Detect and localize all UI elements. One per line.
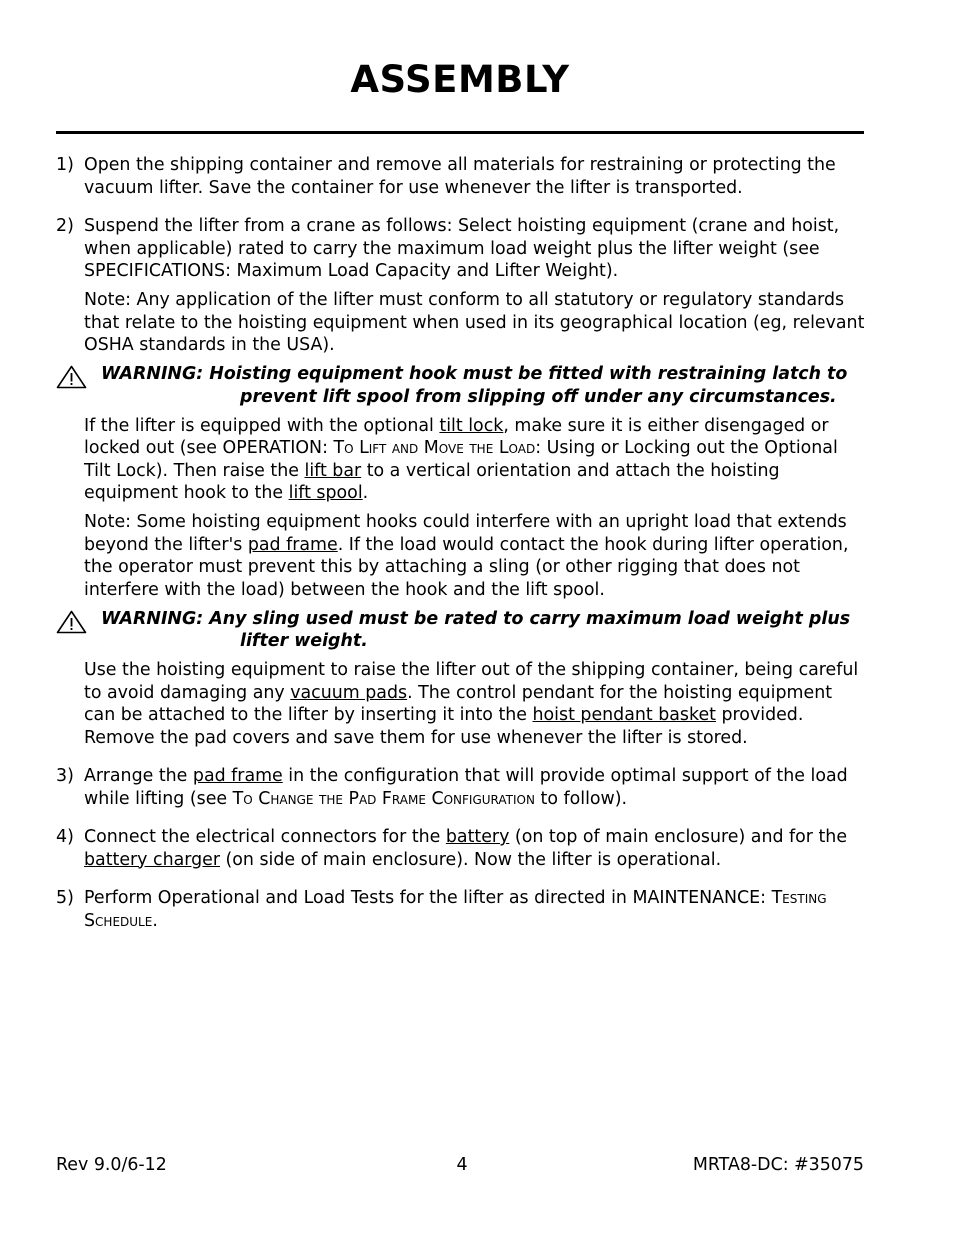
- step-2-raise-lifter-text: Use the hoisting equipment to raise the lifter out of the shipping container, being careful to avoid damaging any vacuum pads. The control pendant for the hoisting equipment can be attached to the lifter by inserting it into the hoist pendant basket provided. Remove the pad covers and save them for use whenever the lifter is stored.: [84, 660, 859, 748]
- step-2-note-2: Note: Some hoisting equipment hooks could interfere with an upright load that extends beyond the lifter's pad frame. If the load would contact the hook during lifter operation, the operator must prevent this by attaching a sling (or other rigging that does not interfere with the load) between the hook and the lift spool.: [84, 512, 849, 600]
- page-title: ASSEMBLY: [350, 58, 570, 101]
- battery-charger-term: battery charger: [84, 849, 220, 870]
- step-4: [56, 826, 868, 871]
- step-1-text: Open the shipping container and remove all materials for restraining or protecting the vacuum lifter. Save the container for use whenever the lifter is transported.: [84, 155, 836, 198]
- title-divider: [56, 131, 864, 134]
- warning-triangle-icon: [56, 610, 87, 634]
- step-3: [56, 765, 868, 810]
- step-4-text: Connect the electrical connectors for the battery (on top of main enclosure) and for the battery charger (on side of main enclosure). Now the lifter is operational.: [84, 827, 848, 870]
- step-number: 1): [56, 155, 74, 175]
- assembly-steps: [56, 154, 868, 948]
- step-number: 5): [56, 888, 74, 908]
- warning-1-line-1: WARNING: Hoisting equipment hook must be fitted with restraining latch to: [101, 364, 848, 384]
- step-3-text: Arrange the pad frame in the configuration that will provide optimal support of the load while lifting (see To Change the Pad Frame Configuration to follow).: [84, 766, 848, 809]
- warning-1-line-2: prevent lift spool from slipping off under any circumstances.: [240, 386, 837, 407]
- revision-label: Rev 9.0/6-12: [56, 1155, 167, 1175]
- step-number: 3): [56, 766, 74, 786]
- battery-term: battery: [445, 827, 510, 847]
- step-number: 4): [56, 827, 74, 847]
- lift-spool-term: lift spool: [288, 483, 363, 503]
- page-number: 4: [456, 1155, 468, 1175]
- hoist-pendant-basket-term: hoist pendant basket: [532, 705, 716, 725]
- document-id: MRTA8-DC: #35075: [692, 1155, 864, 1175]
- step-2-tilt-lock-text: If the lifter is equipped with the optional tilt lock, make sure it is either disengaged or locked out (see OPERATION: To Lift and Move the Load: Using or Locking out the Optional Tilt Lock). Then raise the lift bar to a vertical orientation and attach the hoisting equipment hook to the lift spool.: [84, 415, 838, 503]
- page-footer: [56, 1155, 864, 1179]
- step-number: 2): [56, 216, 74, 236]
- warning-triangle-icon: [56, 365, 87, 389]
- step-2: [56, 215, 868, 749]
- lift-bar-term: lift bar: [304, 460, 362, 481]
- step-5-text: Perform Operational and Load Tests for the lifter as directed in MAINTENANCE: Testing Schedule.: [84, 888, 827, 931]
- warning-2-line-2: lifter weight.: [240, 631, 368, 651]
- section-ref-testing-schedule: Testing Schedule: [84, 888, 827, 931]
- step-1: [56, 154, 868, 199]
- section-ref-pad-frame-config: To Change the Pad Frame Configuration: [232, 788, 535, 809]
- pad-frame-term: pad frame: [247, 534, 338, 555]
- warning-sling-rating: [56, 608, 868, 653]
- step-2-text: Suspend the lifter from a crane as follows: Select hoisting equipment (crane and hoist, when applicable) rated to carry the maximum load weight plus the lifter weight (see SPECIFICATIONS: Maximum Load Capacity and Lifter Weight).: [84, 216, 840, 281]
- pad-frame-term: pad frame: [192, 766, 283, 786]
- step-5: [56, 887, 868, 932]
- section-ref-lift-move: To Lift and Move the Load: [333, 438, 536, 458]
- step-2-note-1: Note: Any application of the lifter must conform to all statutory or regulatory standards that relate to the hoisting equipment when used in its geographical location (eg, relevant OSHA standards in the USA).: [84, 290, 865, 355]
- warning-2-line-1: WARNING: Any sling used must be rated to carry maximum load weight plus: [101, 608, 851, 629]
- warning-hook-latch: [56, 363, 868, 408]
- vacuum-pads-term: vacuum pads: [290, 682, 408, 703]
- tilt-lock-term: tilt lock: [439, 415, 504, 436]
